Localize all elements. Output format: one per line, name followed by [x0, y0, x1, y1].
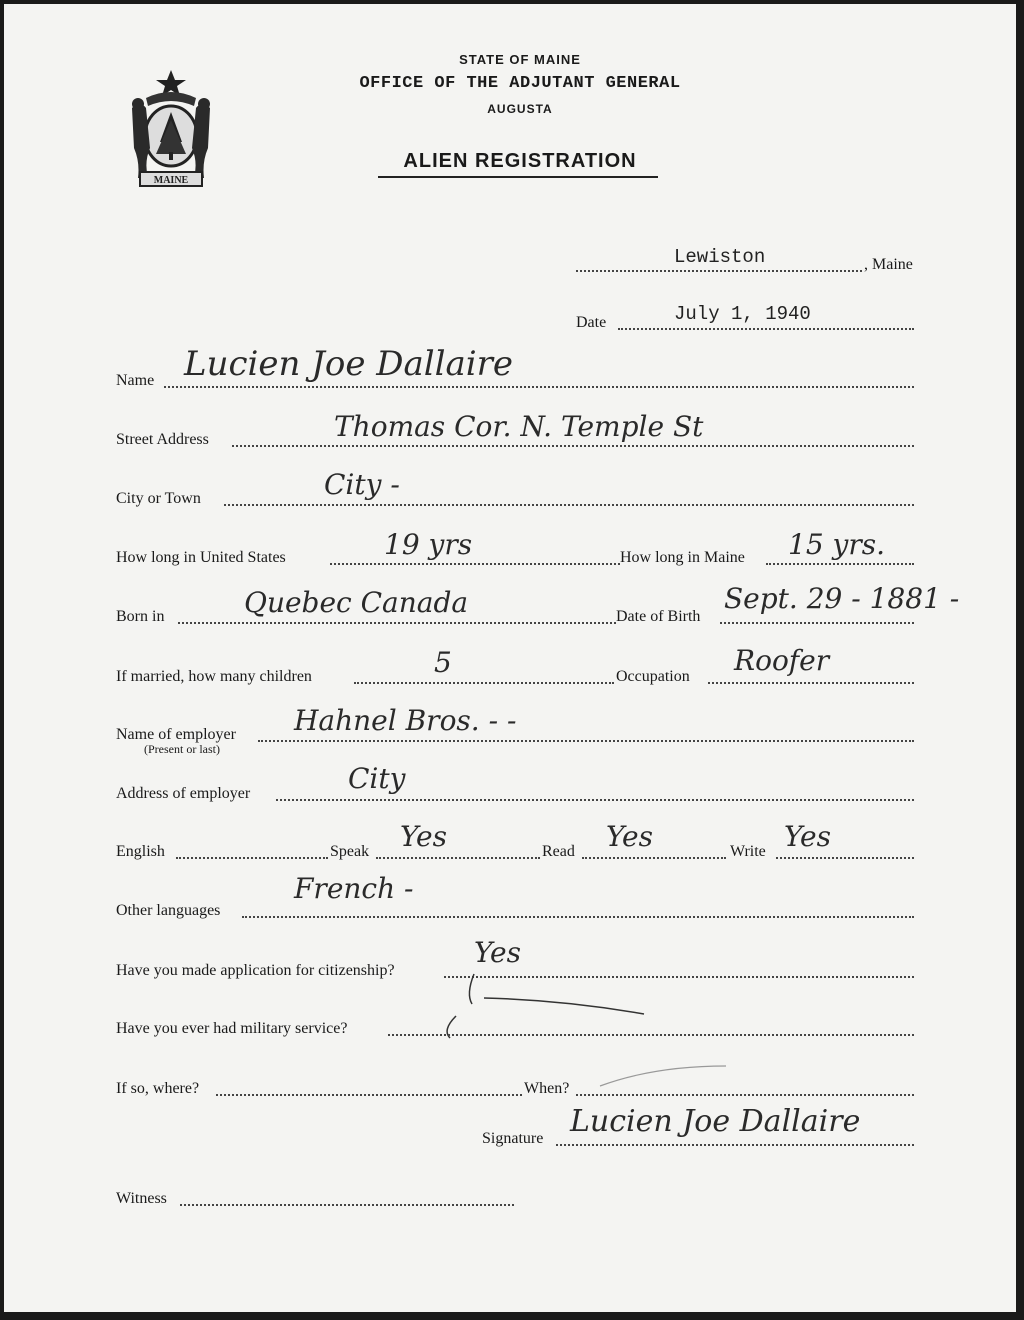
born-in-label: Born in [116, 608, 165, 625]
other-languages-value: French - [294, 872, 414, 905]
employer-note: (Present or last) [144, 742, 220, 756]
where-label: If so, where? [116, 1080, 200, 1097]
pen-stroke [444, 964, 674, 1044]
seal-motto: MAINE [153, 175, 189, 186]
write-value: Yes [784, 820, 831, 853]
title-underline [378, 176, 658, 178]
how-long-maine-value: 15 yrs. [788, 528, 886, 561]
read-label: Read [542, 843, 575, 860]
english-label: English [116, 843, 165, 860]
born-in-value: Quebec Canada [244, 586, 469, 619]
other-languages-label: Other languages [116, 902, 221, 919]
street-label: Street Address [116, 431, 209, 448]
how-long-us-label: How long in United States [116, 549, 286, 566]
occupation-label: Occupation [616, 668, 690, 685]
citizenship-label: Have you made application for citizenship? [116, 962, 395, 979]
employer-address-label: Address of employer [116, 785, 251, 802]
military-label: Have you ever had military service? [116, 1020, 348, 1037]
street-value: Thomas Cor. N. Temple St [334, 410, 704, 443]
employer-label: Name of employer [116, 726, 236, 743]
place-suffix: , Maine [864, 256, 913, 273]
speak-value: Yes [400, 820, 447, 853]
header-city: AUGUSTA [487, 102, 553, 116]
page-title: ALIEN REGISTRATION [403, 150, 637, 172]
witness-label: Witness [116, 1190, 167, 1207]
children-value: 5 [434, 646, 452, 679]
speak-label: Speak [330, 843, 370, 860]
date-label: Date [576, 314, 607, 331]
name-label: Name [116, 372, 155, 389]
how-long-us-value: 19 yrs [384, 528, 473, 561]
name-value: Lucien Joe Dallaire [184, 344, 514, 384]
children-label: If married, how many children [116, 668, 312, 685]
employer-address-value: City [348, 762, 406, 795]
signature-label: Signature [482, 1130, 544, 1147]
how-long-maine-label: How long in Maine [620, 549, 745, 566]
employer-value: Hahnel Bros. - - [294, 704, 517, 737]
header-state: STATE OF MAINE [459, 52, 581, 67]
header-office: OFFICE OF THE ADJUTANT GENERAL [359, 74, 681, 93]
write-label: Write [730, 843, 766, 860]
city-label: City or Town [116, 490, 201, 507]
place-value: Lewiston [674, 246, 766, 268]
occupation-value: Roofer [734, 644, 830, 677]
dob-value: Sept. 29 - 1881 - [724, 582, 960, 615]
read-value: Yes [606, 820, 653, 853]
dob-label: Date of Birth [616, 608, 701, 625]
date-value: July 1, 1940 [674, 303, 811, 325]
signature-value: Lucien Joe Dallaire [570, 1104, 861, 1139]
when-label: When? [524, 1080, 570, 1097]
city-value: City - [324, 468, 400, 501]
registration-form [4, 4, 1016, 1312]
citizenship-value: Yes [474, 936, 521, 969]
